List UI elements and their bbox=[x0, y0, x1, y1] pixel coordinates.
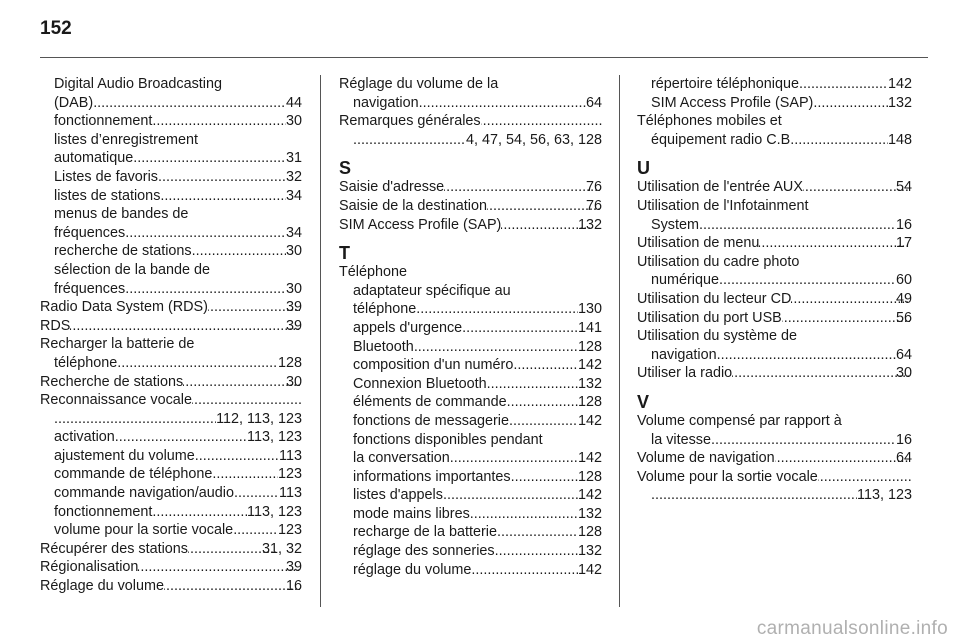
dot-leader bbox=[511, 468, 578, 487]
index-subentry bbox=[40, 242, 302, 261]
entry-text: Connexion Bluetooth bbox=[353, 375, 487, 392]
page-reference[interactable]: 60 bbox=[895, 272, 912, 289]
dot-leader bbox=[509, 412, 578, 431]
dot-leader bbox=[470, 505, 578, 524]
dot-leader bbox=[775, 449, 910, 468]
dot-leader bbox=[782, 309, 910, 328]
entry-text: Utilisation de l'entrée AUX bbox=[637, 179, 803, 196]
page-reference[interactable]: 30 bbox=[895, 365, 912, 382]
header-rule bbox=[40, 57, 928, 58]
index-subentry: fonctions disponibles pendant bbox=[353, 431, 543, 448]
dot-leader bbox=[125, 224, 286, 243]
index-subentry bbox=[637, 486, 912, 505]
page-reference[interactable]: 64 bbox=[895, 346, 912, 363]
entry-text: éléments de commande bbox=[353, 394, 507, 411]
index-entry: Utilisation du système de bbox=[637, 328, 797, 345]
page-reference[interactable]: 128 bbox=[577, 524, 602, 541]
index-subentry: adaptateur spécifique au bbox=[353, 282, 511, 299]
entry-text: Réglage du volume bbox=[40, 578, 164, 595]
dot-leader bbox=[450, 449, 578, 468]
page-reference[interactable]: 56 bbox=[895, 309, 912, 326]
entry-text: téléphone bbox=[54, 354, 118, 371]
entry-text: Radio Data System (RDS) bbox=[40, 299, 208, 316]
entry-text: téléphone bbox=[353, 301, 417, 318]
index-subentry: listes d’enregistrement bbox=[54, 131, 198, 148]
entry-text: Utiliser la radio bbox=[637, 365, 733, 382]
page-reference[interactable]: 34 bbox=[285, 187, 302, 204]
index-subentry: Digital Audio Broadcasting bbox=[54, 76, 222, 92]
dot-leader bbox=[195, 447, 279, 466]
entry-text: Reconnaissance vocale bbox=[40, 392, 192, 409]
page-reference[interactable]: 16 bbox=[895, 216, 912, 233]
page-reference[interactable]: 148 bbox=[887, 131, 912, 148]
dot-leader bbox=[192, 391, 302, 410]
section-letter: T bbox=[339, 243, 350, 264]
index-entry bbox=[637, 364, 912, 383]
dot-leader bbox=[416, 300, 578, 319]
index-entry bbox=[637, 468, 912, 487]
index-subentry bbox=[339, 393, 602, 412]
dot-leader bbox=[497, 523, 578, 542]
index-entry bbox=[637, 178, 912, 197]
index-subentry bbox=[40, 465, 302, 484]
dot-leader bbox=[651, 486, 857, 505]
index-subentry bbox=[339, 505, 602, 524]
page-reference[interactable]: 142 bbox=[577, 412, 602, 429]
entry-text: équipement radio C.B. bbox=[651, 131, 795, 148]
page-reference[interactable]: 64 bbox=[895, 450, 912, 467]
index-subentry bbox=[40, 503, 302, 522]
index-subentry bbox=[339, 131, 602, 150]
page-reference[interactable]: 31, 32 bbox=[261, 540, 302, 557]
dot-leader bbox=[719, 271, 896, 290]
index-subentry bbox=[40, 484, 302, 503]
entry-text: listes de stations bbox=[54, 187, 161, 204]
page-reference[interactable]: 128 bbox=[577, 468, 602, 485]
index-subentry bbox=[637, 216, 912, 235]
index-subentry bbox=[637, 94, 912, 113]
index-subentry: sélection de la bande de bbox=[54, 261, 211, 278]
page-reference[interactable]: 132 bbox=[577, 375, 602, 392]
index-subentry bbox=[40, 410, 302, 429]
index-subentry bbox=[637, 431, 912, 450]
index-subentry bbox=[40, 447, 302, 466]
entry-text: Remarques générales bbox=[339, 113, 481, 130]
index-subentry: menus de bandes de bbox=[54, 206, 189, 223]
page-reference[interactable]: 112, 113, 123 bbox=[216, 410, 302, 427]
dot-leader bbox=[717, 346, 896, 365]
page-reference[interactable]: 142 bbox=[577, 561, 602, 578]
index-entry bbox=[40, 373, 302, 392]
page-reference[interactable]: 132 bbox=[577, 543, 602, 560]
dot-leader bbox=[462, 319, 578, 338]
page-reference[interactable]: 76 bbox=[585, 179, 602, 196]
page-reference[interactable]: 30 bbox=[285, 373, 302, 390]
dot-leader bbox=[732, 364, 910, 383]
column-divider-2 bbox=[619, 75, 620, 607]
entry-text: SIM Access Profile (SAP) bbox=[339, 216, 502, 233]
page-reference[interactable]: 128 bbox=[277, 354, 302, 371]
dot-leader bbox=[513, 356, 578, 375]
entry-text: recharge de la batterie bbox=[353, 524, 497, 541]
entry-text: Recherche de stations bbox=[40, 373, 184, 390]
index-subentry bbox=[339, 486, 602, 505]
dot-leader bbox=[152, 503, 247, 522]
page-reference[interactable]: 113, 123 bbox=[247, 429, 302, 446]
index-entry: Téléphones mobiles et bbox=[637, 113, 782, 130]
entry-text: répertoire téléphonique bbox=[651, 76, 800, 92]
index-subentry bbox=[339, 542, 602, 561]
index-subentry bbox=[40, 354, 302, 373]
entry-text: commande de téléphone bbox=[54, 466, 213, 483]
entry-text: navigation bbox=[353, 94, 419, 111]
page-reference[interactable]: 76 bbox=[585, 197, 602, 214]
entry-text: mode mains libres bbox=[353, 505, 470, 522]
entry-text: Utilisation du port USB bbox=[637, 309, 782, 326]
dot-leader bbox=[93, 94, 286, 113]
index-entry: Utilisation du cadre photo bbox=[637, 253, 800, 270]
page-reference[interactable]: 44 bbox=[285, 94, 302, 111]
index-subentry bbox=[339, 561, 602, 580]
dot-leader bbox=[443, 486, 578, 505]
page-reference[interactable]: 113, 123 bbox=[857, 487, 912, 504]
index-entry bbox=[40, 577, 302, 596]
page-reference[interactable]: 141 bbox=[577, 319, 602, 336]
entry-text: Saisie d'adresse bbox=[339, 179, 445, 196]
index-entry: Volume compensé par rapport à bbox=[637, 412, 842, 429]
page-reference[interactable]: 39 bbox=[285, 559, 302, 576]
dot-leader bbox=[759, 234, 910, 253]
index-subentry bbox=[40, 224, 302, 243]
entry-text: réglage du volume bbox=[353, 561, 472, 578]
dot-leader bbox=[495, 542, 578, 561]
page-reference[interactable]: 54 bbox=[895, 179, 912, 196]
entry-text: System bbox=[651, 216, 699, 233]
page-reference[interactable]: 32 bbox=[285, 168, 302, 185]
index-subentry bbox=[339, 338, 602, 357]
index-entry: Utilisation de l'Infotainment bbox=[637, 197, 809, 214]
dot-leader bbox=[353, 131, 466, 150]
page-reference[interactable]: 16 bbox=[895, 431, 912, 448]
entry-text: réglage des sonneries bbox=[353, 543, 495, 560]
page-reference[interactable]: 17 bbox=[895, 235, 912, 252]
index-entry bbox=[637, 449, 912, 468]
page-reference[interactable]: 128 bbox=[577, 338, 602, 355]
index-subentry bbox=[637, 131, 912, 150]
index-entry bbox=[40, 391, 302, 410]
index-subentry bbox=[40, 112, 302, 131]
watermark: carmanualsonline.info bbox=[756, 618, 948, 639]
index-subentry bbox=[40, 428, 302, 447]
index-subentry bbox=[40, 280, 302, 299]
index-subentry bbox=[40, 521, 302, 540]
dot-leader bbox=[419, 94, 586, 113]
page-reference[interactable]: 16 bbox=[285, 578, 302, 595]
index-entry: Recharger la batterie de bbox=[40, 336, 195, 353]
dot-leader bbox=[183, 373, 300, 392]
dot-leader bbox=[794, 131, 888, 150]
dot-leader bbox=[233, 521, 278, 540]
dot-leader bbox=[164, 577, 300, 596]
entry-text: la vitesse bbox=[651, 431, 711, 448]
index-entry bbox=[637, 290, 912, 309]
page-reference[interactable]: 142 bbox=[887, 76, 912, 92]
index-subentry bbox=[637, 75, 912, 94]
dot-leader bbox=[212, 465, 278, 484]
index-subentry bbox=[637, 346, 912, 365]
entry-text: Régionalisation bbox=[40, 559, 139, 576]
index-subentry bbox=[339, 94, 602, 113]
entry-text: informations importantes bbox=[353, 468, 511, 485]
dot-leader bbox=[803, 178, 910, 197]
page-reference[interactable]: 113 bbox=[279, 447, 302, 464]
dot-leader bbox=[487, 197, 600, 216]
section-letter: S bbox=[339, 158, 352, 179]
index-subentry bbox=[339, 300, 602, 319]
entry-text: (DAB) bbox=[54, 94, 94, 111]
entry-text: recherche de stations bbox=[54, 243, 192, 260]
entry-text: fonctionnement bbox=[54, 503, 153, 520]
dot-leader bbox=[138, 558, 300, 577]
index-subentry bbox=[637, 271, 912, 290]
index-column-1 bbox=[40, 75, 302, 596]
index-entry bbox=[40, 298, 302, 317]
page-reference[interactable]: 31 bbox=[285, 150, 302, 167]
index-subentry bbox=[40, 168, 302, 187]
index-subentry bbox=[339, 375, 602, 394]
dot-leader bbox=[234, 484, 279, 503]
page-reference[interactable]: 30 bbox=[285, 243, 302, 260]
page-reference[interactable]: 39 bbox=[285, 317, 302, 334]
section-letter: U bbox=[637, 158, 650, 179]
page-reference[interactable]: 34 bbox=[285, 224, 302, 241]
entry-text: appels d'urgence bbox=[353, 319, 463, 336]
index-entry bbox=[40, 558, 302, 577]
dot-leader bbox=[444, 178, 600, 197]
entry-text: Volume de navigation bbox=[637, 450, 775, 467]
index-subentry bbox=[339, 319, 602, 338]
index-column-3 bbox=[637, 75, 912, 505]
column-divider-1 bbox=[320, 75, 321, 607]
entry-text: Récupérer des stations bbox=[40, 540, 188, 557]
dot-leader bbox=[152, 112, 286, 131]
section-letter: V bbox=[637, 391, 650, 412]
page-reference[interactable]: 142 bbox=[577, 450, 602, 467]
entry-text: Volume pour la sortie vocale bbox=[637, 468, 818, 485]
page-reference[interactable]: 123 bbox=[277, 522, 302, 539]
index-subentry bbox=[40, 149, 302, 168]
index-entry: Téléphone bbox=[339, 264, 408, 281]
dot-leader bbox=[115, 428, 247, 447]
page-reference[interactable]: 64 bbox=[585, 94, 602, 111]
entry-text: automatique bbox=[54, 150, 134, 167]
dot-leader bbox=[125, 280, 286, 299]
index-column-2 bbox=[339, 75, 602, 579]
page-reference[interactable]: 49 bbox=[895, 290, 912, 307]
page-reference[interactable]: 132 bbox=[887, 94, 912, 111]
index-entry bbox=[40, 540, 302, 559]
page-reference[interactable]: 30 bbox=[285, 280, 302, 297]
dot-leader bbox=[117, 354, 278, 373]
page-reference[interactable]: 123 bbox=[277, 466, 302, 483]
index-entry bbox=[637, 234, 912, 253]
entry-text: navigation bbox=[651, 346, 717, 363]
entry-text: RDS bbox=[40, 317, 71, 334]
page-reference[interactable]: 39 bbox=[285, 299, 302, 316]
dot-leader bbox=[791, 290, 910, 309]
page-number: 152 bbox=[40, 18, 72, 39]
dot-leader bbox=[711, 431, 896, 450]
entry-text: Saisie de la destination bbox=[339, 197, 488, 214]
dot-leader bbox=[507, 393, 578, 412]
dot-leader bbox=[487, 375, 578, 394]
page-reference[interactable]: 113, 123 bbox=[247, 503, 302, 520]
entry-text: listes d'appels bbox=[353, 487, 443, 504]
dot-leader bbox=[158, 168, 286, 187]
entry-text: Bluetooth bbox=[353, 338, 414, 355]
dot-leader bbox=[471, 561, 578, 580]
index-subentry bbox=[339, 523, 602, 542]
dot-leader bbox=[813, 94, 888, 113]
dot-leader bbox=[799, 75, 888, 94]
index-entry bbox=[637, 309, 912, 328]
entry-text: composition d'un numéro bbox=[353, 357, 514, 374]
entry-text: fonctions de messagerie bbox=[353, 412, 509, 429]
dot-leader bbox=[699, 216, 896, 235]
index-entry: Réglage du volume de la bbox=[339, 76, 499, 92]
index-entry bbox=[40, 317, 302, 336]
entry-text: la conversation bbox=[353, 450, 450, 467]
page-reference[interactable]: 132 bbox=[577, 505, 602, 522]
page-reference[interactable]: 4, 47, 54, 56, 63, 128 bbox=[465, 131, 602, 148]
page-reference[interactable]: 30 bbox=[285, 113, 302, 130]
dot-leader bbox=[481, 112, 602, 131]
entry-text: activation bbox=[54, 429, 115, 446]
index-entry bbox=[339, 216, 602, 235]
index-subentry bbox=[339, 468, 602, 487]
index-subentry bbox=[339, 412, 602, 431]
entry-text: fréquences bbox=[54, 280, 126, 297]
entry-text: Listes de favoris bbox=[54, 168, 158, 185]
entry-text: Utilisation du lecteur CD bbox=[637, 290, 792, 307]
page-reference[interactable]: 132 bbox=[577, 216, 602, 233]
dot-leader bbox=[192, 242, 286, 261]
index-entry bbox=[339, 178, 602, 197]
page-reference[interactable]: 113 bbox=[279, 485, 302, 502]
dot-leader bbox=[818, 468, 912, 487]
dot-leader bbox=[160, 187, 286, 206]
entry-text: ajustement du volume bbox=[54, 447, 195, 464]
entry-text: commande navigation/audio bbox=[54, 485, 235, 502]
dot-leader bbox=[70, 317, 300, 336]
entry-text: fonctionnement bbox=[54, 113, 153, 130]
entry-text: fréquences bbox=[54, 224, 126, 241]
dot-leader bbox=[414, 338, 578, 357]
page-reference[interactable]: 142 bbox=[577, 487, 602, 504]
page-reference[interactable]: 128 bbox=[577, 394, 602, 411]
index-subentry bbox=[339, 449, 602, 468]
index-subentry bbox=[40, 94, 302, 113]
index-entry bbox=[339, 112, 602, 131]
index-entry bbox=[339, 197, 602, 216]
page-reference[interactable]: 142 bbox=[577, 357, 602, 374]
page-reference[interactable]: 130 bbox=[577, 301, 602, 318]
entry-text: Utilisation de menu bbox=[637, 235, 760, 252]
entry-text: volume pour la sortie vocale bbox=[54, 522, 234, 539]
entry-text: SIM Access Profile (SAP) bbox=[651, 94, 814, 111]
index-subentry bbox=[40, 187, 302, 206]
dot-leader bbox=[54, 410, 216, 429]
index-subentry bbox=[339, 356, 602, 375]
entry-text: numérique bbox=[651, 272, 719, 289]
dot-leader bbox=[133, 149, 286, 168]
